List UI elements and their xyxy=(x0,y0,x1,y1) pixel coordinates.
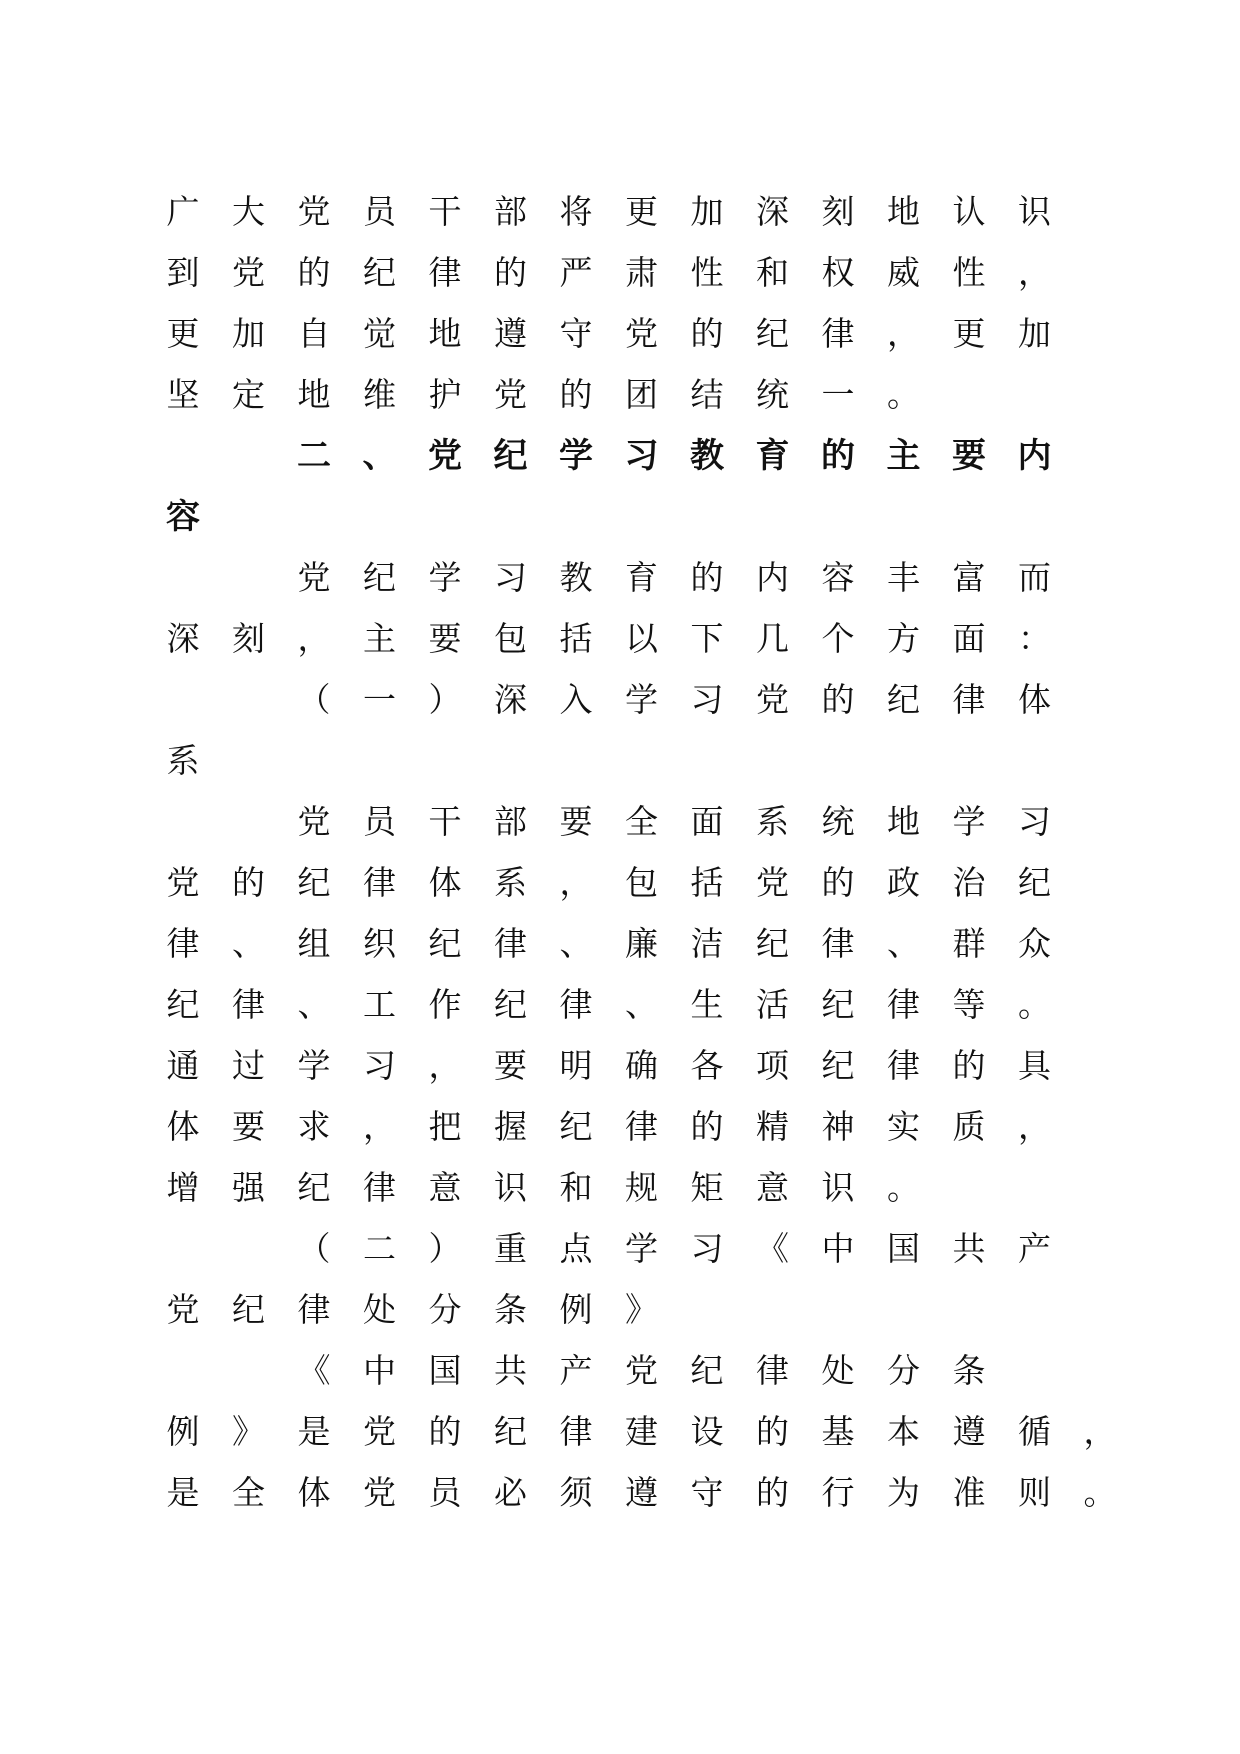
text-line: 广 大 党 员 干 部 将 更 加 深 刻 地 认 识 xyxy=(166,192,1051,231)
subsection-heading: （ 一 ） 深 入 学 习 党 的 纪 律 体 xyxy=(297,680,1051,719)
subsection-heading-continued: 系 xyxy=(166,741,200,780)
text-line: 通 过 学 习 ， 要 明 确 各 项 纪 律 的 具 xyxy=(166,1046,1051,1085)
subsection-heading: （ 二 ） 重 点 学 习 《 中 国 共 产 xyxy=(297,1229,1051,1268)
subsection-heading-continued: 党 纪 律 处 分 条 例 》 xyxy=(166,1290,658,1329)
text-line: 更 加 自 觉 地 遵 守 党 的 纪 律 ， 更 加 xyxy=(166,314,1051,353)
text-line: 党 纪 学 习 教 育 的 内 容 丰 富 而 xyxy=(297,558,1051,597)
text-line: 深 刻 ， 主 要 包 括 以 下 几 个 方 面 ： xyxy=(166,619,1051,658)
text-line: 党 的 纪 律 体 系 ， 包 括 党 的 政 治 纪 xyxy=(166,863,1051,902)
text-line: 是 全 体 党 员 必 须 遵 守 的 行 为 准 则 。 xyxy=(166,1473,1117,1512)
section-heading-continued: 容 xyxy=(166,497,200,537)
section-heading: 二 、 党 纪 学 习 教 育 的 主 要 内 xyxy=(297,436,1052,476)
text-line: 《 中 国 共 产 党 纪 律 处 分 条 xyxy=(297,1351,986,1390)
text-line: 纪 律 、 工 作 纪 律 、 生 活 纪 律 等 。 xyxy=(166,985,1051,1024)
text-line: 体 要 求 ， 把 握 纪 律 的 精 神 实 质 ， xyxy=(166,1107,1051,1146)
text-line: 党 员 干 部 要 全 面 系 统 地 学 习 xyxy=(297,802,1051,841)
text-line: 例 》 是 党 的 纪 律 建 设 的 基 本 遵 循 ， xyxy=(166,1412,1117,1451)
text-line: 律 、 组 织 纪 律 、 廉 洁 纪 律 、 群 众 xyxy=(166,924,1051,963)
text-line: 增 强 纪 律 意 识 和 规 矩 意 识 。 xyxy=(166,1168,920,1207)
text-line: 坚 定 地 维 护 党 的 团 结 统 一 。 xyxy=(166,375,920,414)
text-line: 到 党 的 纪 律 的 严 肃 性 和 权 威 性 ， xyxy=(166,253,1051,292)
